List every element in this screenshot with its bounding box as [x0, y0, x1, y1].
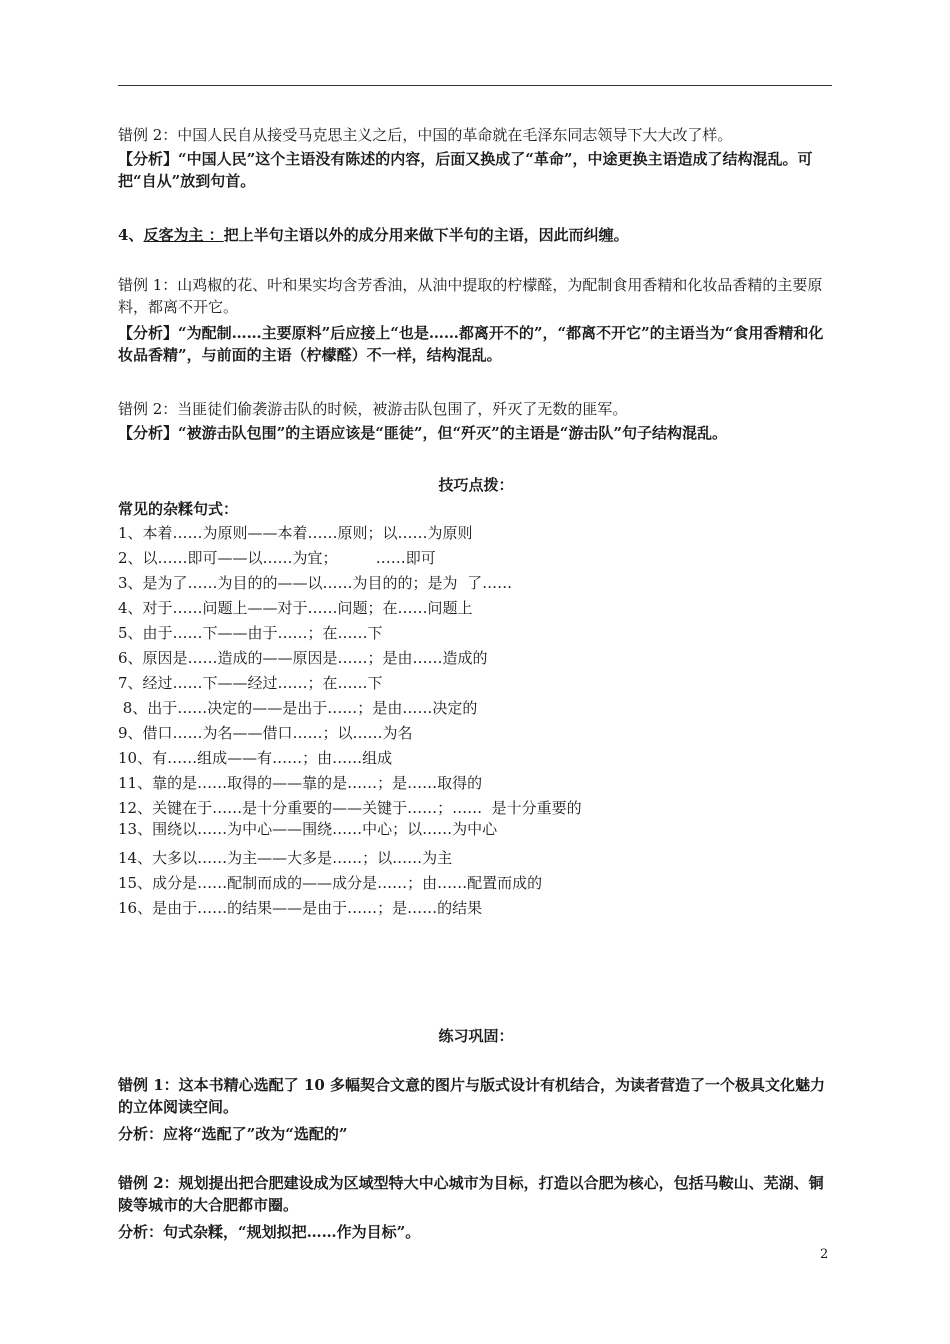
practice-analysis-1: 分析：应将“选配了”改为“选配的” — [118, 1125, 348, 1143]
pattern-item: 7、经过……下——经过……；在……下 — [118, 674, 383, 692]
example-2-sentence-b: 错例 2：当匪徒们偷袭游击队的时候，被游击队包围了，歼灭了无数的匪军。 — [118, 400, 628, 418]
practice-analysis-2: 分析：句式杂糅，“规划拟把……作为目标”。 — [118, 1223, 421, 1241]
pattern-item: 2、以……即可——以……为宜； ……即可 — [118, 549, 436, 567]
analysis-2-paragraph: 【分析】“被游击队包围”的主语应该是“匪徒”，但“歼灭”的主语是“游击队”句子结构混乱。 — [118, 424, 728, 442]
section-term: 反客为主 ： — [143, 226, 224, 244]
pattern-item: 9、借口……为名——借口……；以……为名 — [118, 724, 413, 742]
section-number: 4、 — [118, 226, 144, 244]
pattern-item: 6、原因是……造成的——原因是……；是由……造成的 — [118, 649, 488, 667]
practice-title: 练习巩固： — [438, 1027, 514, 1045]
analysis-1-paragraph: 【分析】“为配制……主要原料”后应接上“也是……都离开不的”，“都离不开它”的主语当为“食用香精和化妆品香精”，与前面的主语（柠檬醛）不一样，结构混乱。 — [118, 324, 824, 364]
section-heading-4 — [118, 224, 834, 246]
pattern-item: 14、大多以……为主——大多是……；以……为主 — [118, 849, 453, 867]
pattern-item: 3、是为了……为目的的——以……为目的的；是为 了…… — [118, 574, 513, 592]
practice-example-1: 错例 1：这本书精心选配了 10 多幅契合文意的图片与版式设计有机结合，为读者营造了一个极具文化魅力的立体阅读空间。 — [118, 1076, 825, 1116]
example-2-sentence: 错例 2：中国人民自从接受马克思主义之后，中国的革命就在毛泽东同志领导下大大改了样。 — [118, 126, 733, 144]
pattern-item: 1、本着……为原则——本着……原则；以……为原则 — [118, 524, 473, 542]
page-number: 2 — [820, 1247, 829, 1262]
pattern-item: 15、成分是……配制而成的——成分是……；由……配置而成的 — [118, 874, 543, 892]
pattern-item: 5、由于……下——由于……；在……下 — [118, 624, 383, 642]
pattern-item: 10、有……组成——有……；由……组成 — [118, 749, 393, 767]
pattern-item: 13、围绕以……为中心——围绕……中心；以……为中心 — [118, 820, 498, 838]
header-rule — [118, 85, 832, 86]
analysis-paragraph: 【分析】“中国人民”这个主语没有陈述的内容，后面又换成了“革命”，中途更换主语造成了结构混乱。可把“自从”放到句首。 — [118, 150, 813, 190]
common-patterns-title: 常见的杂糅句式： — [118, 500, 239, 518]
pattern-item: 11、靠的是……取得的——靠的是……；是……取得的 — [118, 774, 483, 792]
example-1-sentence: 错例 1：山鸡椒的花、叶和果实均含芳香油，从油中提取的柠檬醛，为配制食用香精和化妆品香精的主要原料，都离不开它。 — [118, 276, 823, 316]
pattern-item: 8、出于……决定的——是出于……；是由……决定的 — [118, 699, 478, 717]
pattern-item: 4、对于……问题上——对于……问题；在……问题上 — [118, 599, 473, 617]
skills-title: 技巧点拨： — [438, 476, 514, 494]
pattern-item: 16、是由于……的结果——是由于……；是……的结果 — [118, 899, 483, 917]
practice-example-2: 错例 2：规划提出把合肥建设成为区域型特大中心城市为目标，打造以合肥为核心，包括马鞍山、芜湖、铜陵等城市的大合肥都市圈。 — [118, 1174, 824, 1214]
pattern-item: 12、关键在于……是十分重要的——关键于……；…… 是十分重要的 — [118, 799, 582, 817]
section-definition: 把上半句主语以外的成分用来做下半句的主语，因此而纠缠。 — [223, 226, 629, 244]
